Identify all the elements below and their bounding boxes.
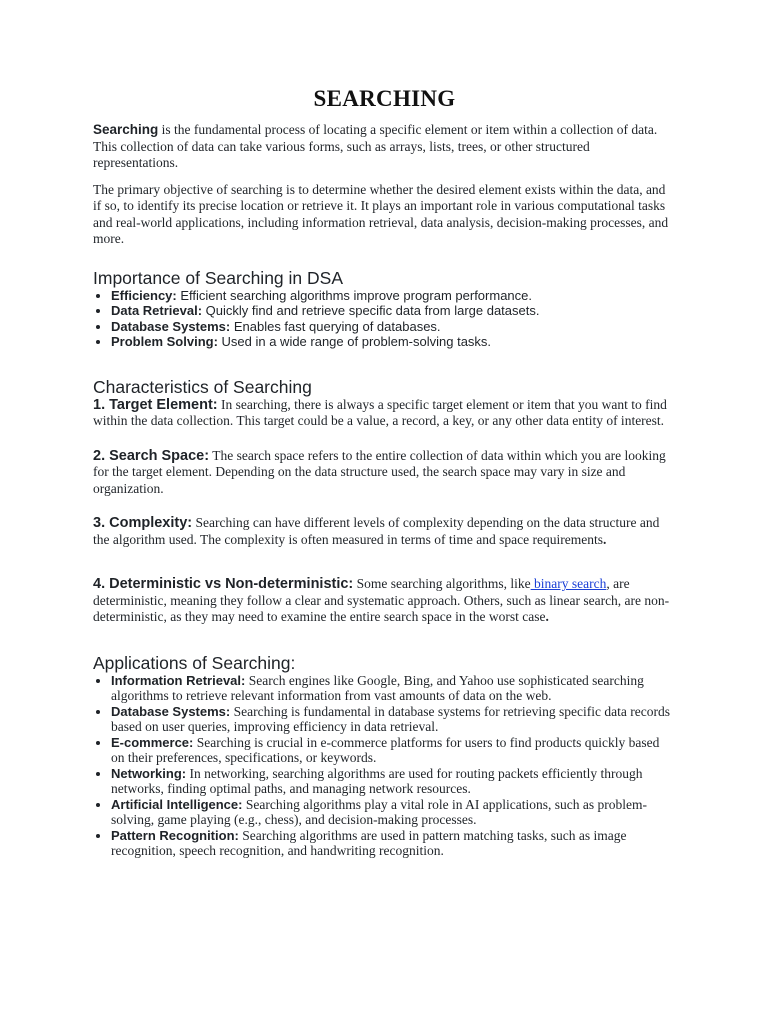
intro-text-1: is the fundamental process of locating a specific element or item within a collection of data. This collection of data can take various forms, such as arrays, lists, trees, or other structured representations.: [93, 122, 658, 170]
list-item: [111, 334, 676, 350]
list-item: [111, 704, 676, 735]
characteristics-section: [93, 397, 676, 626]
list-item-text: Efficient searching algorithms improve program performance.: [176, 287, 532, 303]
list-item-label: Problem Solving:: [111, 334, 218, 349]
list-item-text: In networking, searching algorithms are used for routing packets efficiently through networks, finding optimal paths, and managing network resources.: [111, 765, 643, 796]
list-item-label: Database Systems:: [111, 703, 231, 719]
importance-heading: Importance of Searching in DSA: [93, 267, 343, 288]
document-body: [93, 86, 676, 859]
characteristic-text-continued: , are deterministic, meaning they follow a clear and systematic approach. Others, such as linear search, are non-deterministic, as they may need to examine the entire search space in the worst case: [93, 576, 670, 624]
list-item-text: Search engines like Google, Bing, and Yahoo use sophisticated searching algorithms to retrieve relevant information from vast amounts of data on the web.: [111, 672, 644, 703]
intro-paragraph-1: [93, 122, 676, 172]
characteristic-end-period: .: [545, 609, 549, 624]
characteristic-text: Some searching algorithms, like: [353, 576, 531, 591]
characteristic-label: 2. Search Space:: [93, 447, 210, 464]
characteristic-search-space: [93, 448, 676, 498]
list-item-label: Data Retrieval:: [111, 303, 203, 318]
page-title: SEARCHING: [313, 86, 456, 111]
list-item-label: E-commerce:: [111, 734, 194, 750]
characteristic-label: 3. Complexity:: [93, 515, 193, 531]
characteristic-text: The search space refers to the entire collection of data within which you are looking for the target element. Depending on the data structure used, the search space may vary in size and organization.: [93, 447, 666, 496]
characteristics-heading: Characteristics of Searching: [93, 376, 312, 397]
list-item: [111, 319, 676, 335]
binary-search-link[interactable]: binary search: [530, 576, 607, 591]
intro-bold-term: Searching: [93, 122, 159, 137]
characteristic-label: 4. Deterministic vs Non-deterministic:: [93, 576, 354, 592]
list-item-label: Database Systems:: [111, 318, 231, 334]
applications-list: [93, 673, 676, 859]
characteristic-target-element: [93, 397, 676, 430]
list-item-text: Searching is fundamental in database systems for retrieving specific data records based on user queries, improving efficiency in data retrieval.: [111, 703, 670, 734]
characteristic-label: 1. Target Element:: [93, 396, 218, 413]
list-item-label: Pattern Recognition:: [111, 827, 239, 843]
list-item-label: Networking:: [111, 765, 187, 781]
list-item: [111, 735, 676, 766]
list-item-label: Artificial Intelligence:: [111, 796, 243, 812]
applications-heading: Applications of Searching:: [93, 652, 296, 673]
list-item: [111, 766, 676, 797]
list-item: [111, 828, 676, 859]
list-item-text: Searching is crucial in e-commerce platforms for users to find products quickly based on their preferences, specifications, or keywords.: [111, 734, 660, 765]
list-item-text: Enables fast querying of databases.: [230, 318, 441, 334]
characteristic-deterministic: [93, 576, 676, 626]
list-item-text: Searching algorithms are used in pattern matching tasks, such as image recognition, speech recognition, and handwriting recognition.: [111, 827, 627, 858]
list-item: [111, 288, 676, 304]
importance-list: [93, 288, 676, 350]
characteristic-text: In searching, there is always a specific target element or item that you want to find within the data collection. This target could be a value, a record, a key, or any other data entity of interest.: [93, 396, 667, 428]
characteristic-end-period: .: [602, 531, 607, 547]
list-item: [111, 303, 676, 319]
list-item-text: Used in a wide range of problem-solving tasks.: [217, 334, 492, 349]
characteristic-text: Searching can have different levels of complexity depending on the data structure and the algorithm used. The complexity is often measured in terms of time and space requirements: [93, 515, 660, 547]
list-item-text: Searching algorithms play a vital role in AI applications, such as problem-solving, game playing (e.g., chess), and decision-making processes.: [111, 796, 648, 827]
characteristic-complexity: [93, 515, 676, 548]
intro-paragraph-2: The primary objective of searching is to determine whether the desired element exists within the data, and if so, to identify its precise location or retrieve it. It plays an important role in various computational tasks and real-world applications, including information retrieval, data analysis, decision-making processes, and more.: [93, 181, 669, 246]
list-item-label: Information Retrieval:: [111, 672, 246, 688]
list-item-label: Efficiency:: [111, 287, 177, 303]
list-item: [111, 797, 676, 828]
list-item-text: Quickly find and retrieve specific data from large datasets.: [202, 303, 540, 318]
list-item: [111, 673, 676, 704]
